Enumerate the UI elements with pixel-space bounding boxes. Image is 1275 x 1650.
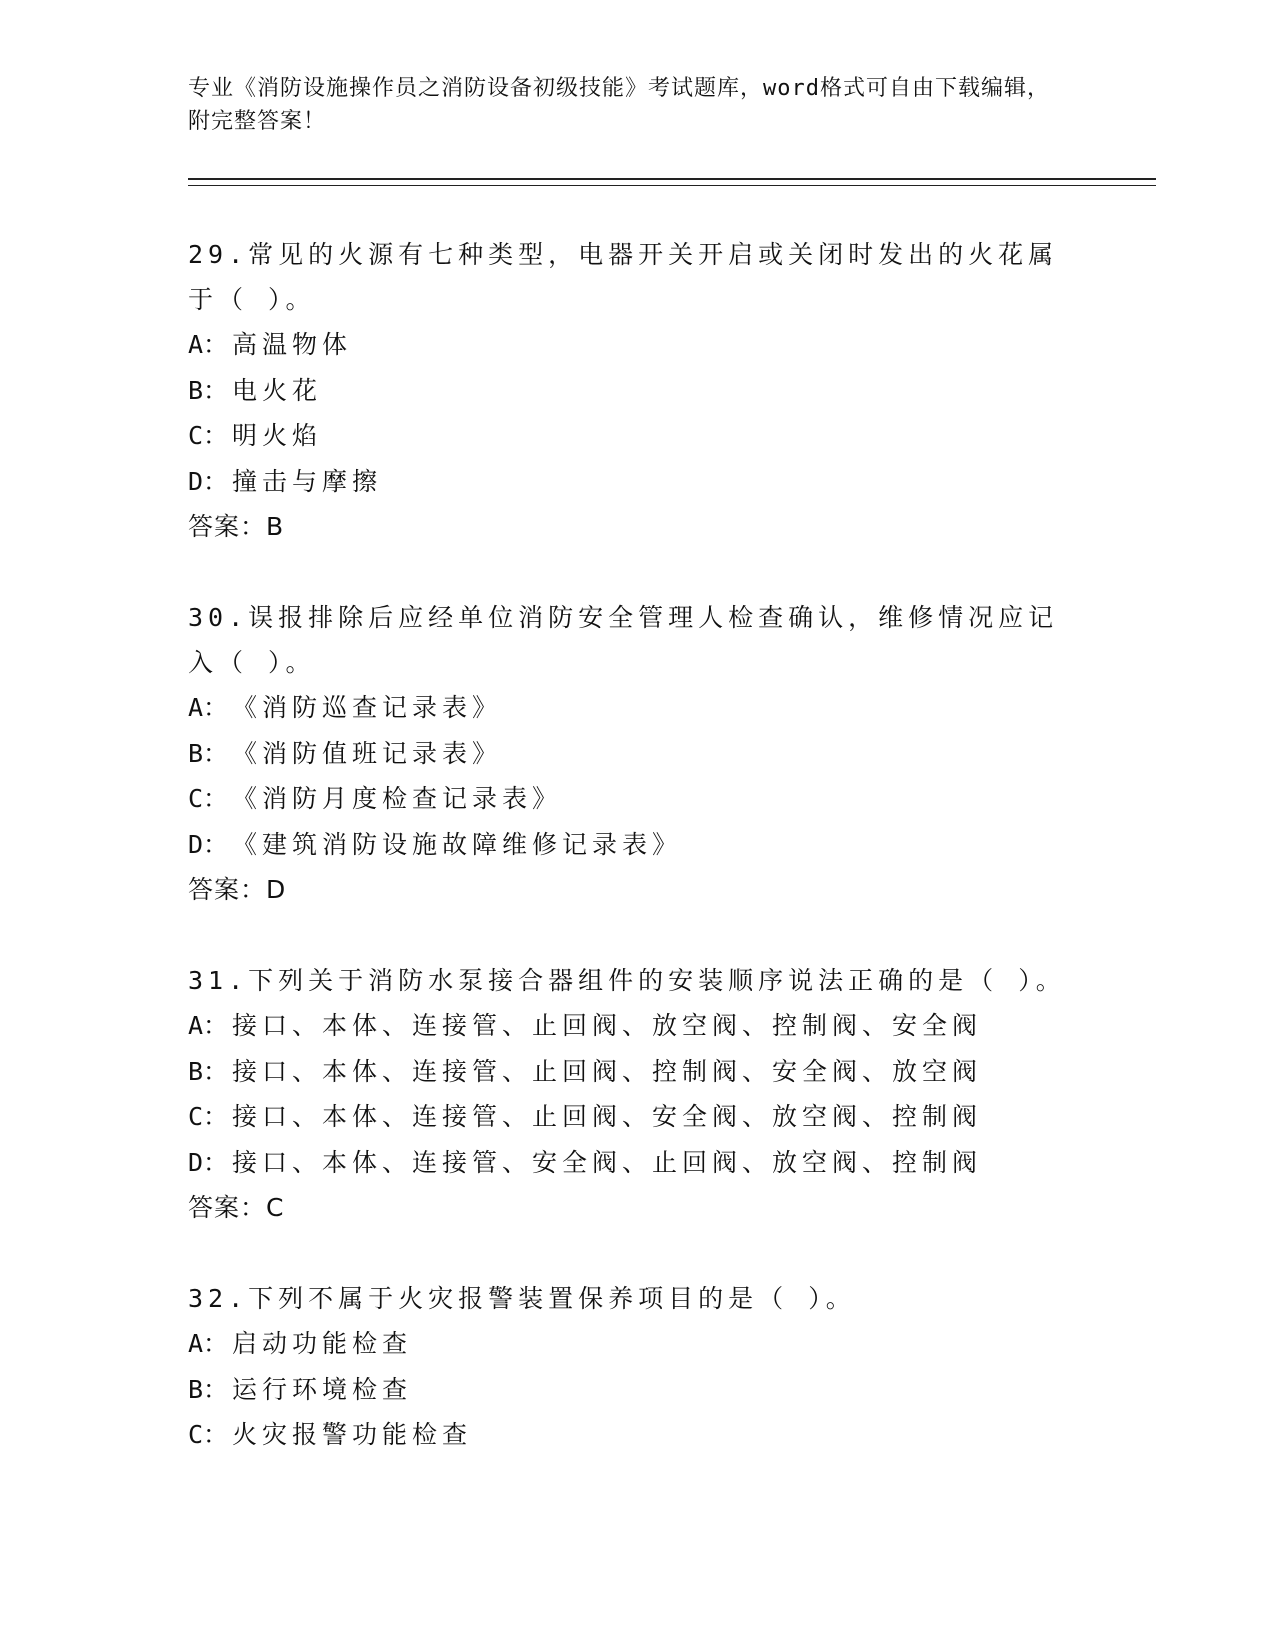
- option-text: 明火焰: [232, 421, 323, 450]
- option-text: 接口、本体、连接管、安全阀、止回阀、放空阀、控制阀: [232, 1147, 983, 1177]
- option-key: A：: [188, 1011, 229, 1040]
- answer-option: [188, 822, 1158, 868]
- question-title: 30.误报排除后应经单位消防安全管理人检查确认，维修情况应记入（ ）。: [188, 603, 1059, 677]
- question-title: 31.下列关于消防水泵接合器组件的安装顺序说法正确的是（ ）。: [188, 966, 1066, 995]
- option-key: A：: [188, 693, 229, 722]
- option-text: 《建筑消防设施故障维修记录表》: [232, 829, 683, 859]
- option-text: 接口、本体、连接管、止回阀、放空阀、控制阀、安全阀: [232, 1011, 983, 1040]
- option-text: 撞击与摩擦: [232, 466, 383, 496]
- option-text: 火灾报警功能检查: [232, 1420, 473, 1449]
- header-divider: [188, 178, 1156, 186]
- option-text: 《消防值班记录表》: [232, 738, 503, 768]
- answer-option: [188, 1094, 1158, 1140]
- question-block: [188, 1276, 1158, 1458]
- answer-option: [188, 776, 1158, 822]
- answer-option: [188, 459, 1158, 505]
- document-page: [188, 72, 1158, 1458]
- answer-option: [188, 1412, 1158, 1458]
- answer-line: 答案：D: [188, 875, 287, 904]
- option-key: B：: [188, 1374, 229, 1404]
- answer-option: [188, 1321, 1158, 1367]
- answer-option: [188, 1049, 1158, 1095]
- question-block: [188, 595, 1158, 912]
- option-text: 启动功能检查: [232, 1329, 413, 1358]
- option-key: A：: [188, 330, 229, 359]
- answer-option: [188, 1003, 1158, 1049]
- answer-option: [188, 1367, 1158, 1413]
- answer-line: 答案：C: [188, 1193, 285, 1222]
- option-text: 接口、本体、连接管、止回阀、安全阀、放空阀、控制阀: [232, 1102, 983, 1131]
- question-title: 32.下列不属于火灾报警装置保养项目的是（ ）。: [188, 1284, 856, 1313]
- question-list: [188, 232, 1158, 1458]
- question-block: [188, 232, 1158, 549]
- answer-option: [188, 413, 1158, 459]
- document-intro: 专业《消防设施操作员之消防设备初级技能》考试题库，word格式可自由下载编辑，附完整答案！: [188, 76, 1050, 134]
- option-key: C：: [188, 1102, 229, 1131]
- answer-option: [188, 1140, 1158, 1186]
- option-text: 接口、本体、连接管、止回阀、控制阀、安全阀、放空阀: [232, 1056, 983, 1086]
- option-text: 《消防巡查记录表》: [232, 693, 503, 722]
- option-text: 电火花: [232, 375, 323, 405]
- answer-option: [188, 731, 1158, 777]
- option-text: 《消防月度检查记录表》: [232, 784, 563, 813]
- answer-option: [188, 322, 1158, 368]
- option-key: B：: [188, 1056, 229, 1086]
- option-key: B：: [188, 375, 229, 405]
- answer-option: [188, 368, 1158, 414]
- option-text: 运行环境检查: [232, 1374, 413, 1404]
- option-key: C：: [188, 1420, 229, 1449]
- answer-option: [188, 685, 1158, 731]
- option-key: D：: [188, 829, 229, 859]
- option-key: B：: [188, 738, 229, 768]
- option-key: C：: [188, 784, 229, 813]
- question-block: [188, 958, 1158, 1230]
- option-key: A：: [188, 1329, 229, 1358]
- option-key: D：: [188, 466, 229, 496]
- option-key: D：: [188, 1147, 229, 1177]
- option-key: C：: [188, 421, 229, 450]
- question-title: 29.常见的火源有七种类型，电器开关开启或关闭时发出的火花属于（ ）。: [188, 240, 1059, 314]
- answer-line: 答案：B: [188, 512, 285, 541]
- option-text: 高温物体: [232, 330, 353, 359]
